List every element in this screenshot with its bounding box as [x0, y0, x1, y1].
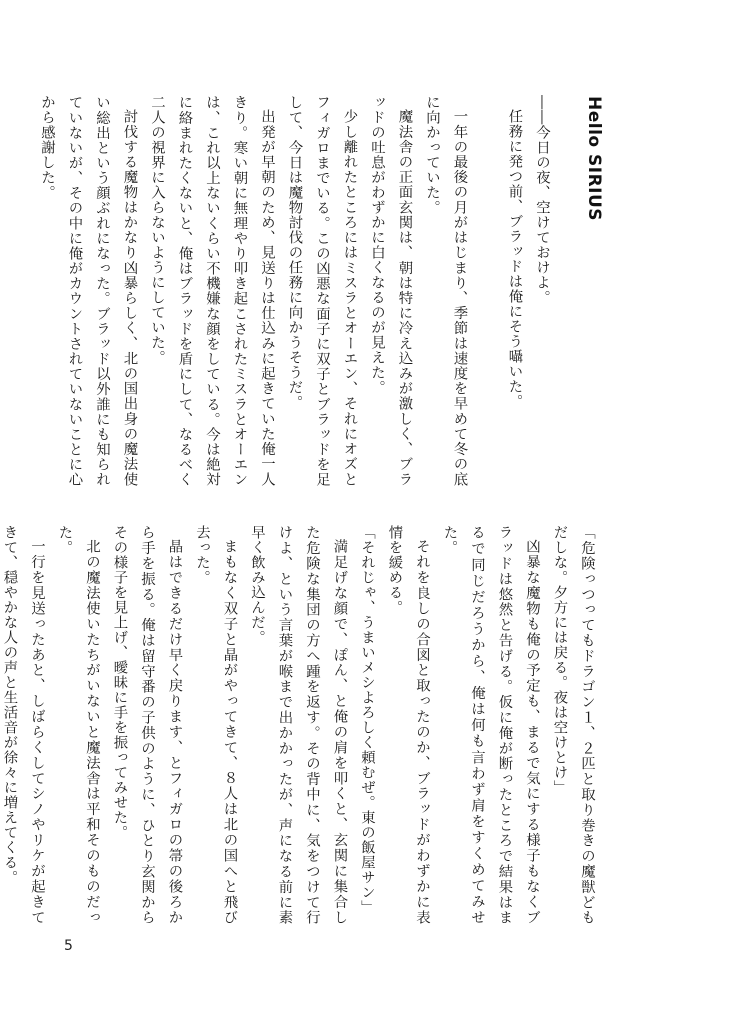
text-line: それを良しの合図と取ったのか、ブラッドがわずかに表情を緩める。 [386, 525, 430, 925]
text-line: 任務に発つ前、ブラッドは俺にそう囁いた。 [506, 109, 523, 410]
text-line: 魔法舎の正面玄関は、朝は特に冷え込みが激しく、ブラッドの吐息がわずかに白くなるのが見えた。 [369, 95, 413, 487]
text-line: 少し離れたところにはミスラとオーエン、それにオズとフィガロまでいる。この凶悪な面子に双子とブラッドを足して、今日は魔物討伐の任務に向かうそうだ。 [286, 95, 358, 487]
upper-text-tier [39, 95, 555, 487]
text-line: 「それじゃ、うまいメシよろしく頼むぜ。東の飯屋サン」 [359, 525, 375, 915]
text-line: 北の魔法使いたちがいないと魔法舎は平和そのものだった。 [56, 525, 100, 925]
text-line: まもなく双子と晶がやってきて、８人は北の国へと飛び去った。 [194, 525, 238, 925]
text-line: 討伐する魔物はかなり凶暴らしく、北の国出身の魔法使い総出という顔ぶれになった。ブラッド以外誰にも知られていないが、その中に俺がカウントされていないことに心から感謝した。 [39, 95, 138, 487]
text-line: 満足げな顔で、ぽん、と俺の肩を叩くと、玄関に集合した危険な集団の方へ踵を返す。その背中に、気をつけて行けよ、という言葉が喉まで出かかったが、声になる前に素早く飲み込んだ。 [249, 525, 348, 925]
text-line: 「危険っつってもドラゴン１、２匹と取り巻きの魔獣どもだしな。夕方には戻る。夜は空けとけ」 [551, 525, 595, 925]
text-line: 凶暴な魔物も俺の予定も、まるで気にする様子もなくブラッドは悠然と告げる。仮に俺が断ったところで結果はまるで同じだろうから、俺は何も言わず肩をすくめてみせた。 [441, 525, 540, 925]
blank-line [473, 95, 501, 487]
text-line: 一年の最後の月がはじまり、季節は速度を早めて冬の底に向かっていた。 [424, 95, 468, 487]
page-title: Hello SIRIUS [584, 96, 604, 222]
text-line: 出発が早朝のため、見送りは仕込みに起きていた俺一人きり。寒い朝に無理やり叩き起こされたミスラとオーエンは、これ以上ないくらい不機嫌な顔をしている。今は絶対に絡まれたくないと、俺はブラッドを盾にして、なるべく二人の視界に入らないようにしていた。 [149, 95, 275, 487]
text-line: 一行を見送ったあと、しばらくしてシノやリケが起きてきて、穏やかな人の声と生活音が徐々に増えてくる。 [1, 525, 45, 925]
text-line: 晶はできるだけ早く戻ります、とフィガロの箒の後ろから手を振る。俺は留守番の子供のように、ひとり玄関からその様子を見上げ、曖昧に手を振ってみせた。 [111, 525, 183, 925]
text-line: ――今日の夜、空けておけよ。 [534, 95, 550, 305]
page-number: 5 [64, 938, 73, 954]
lower-text-tier [1, 525, 600, 925]
